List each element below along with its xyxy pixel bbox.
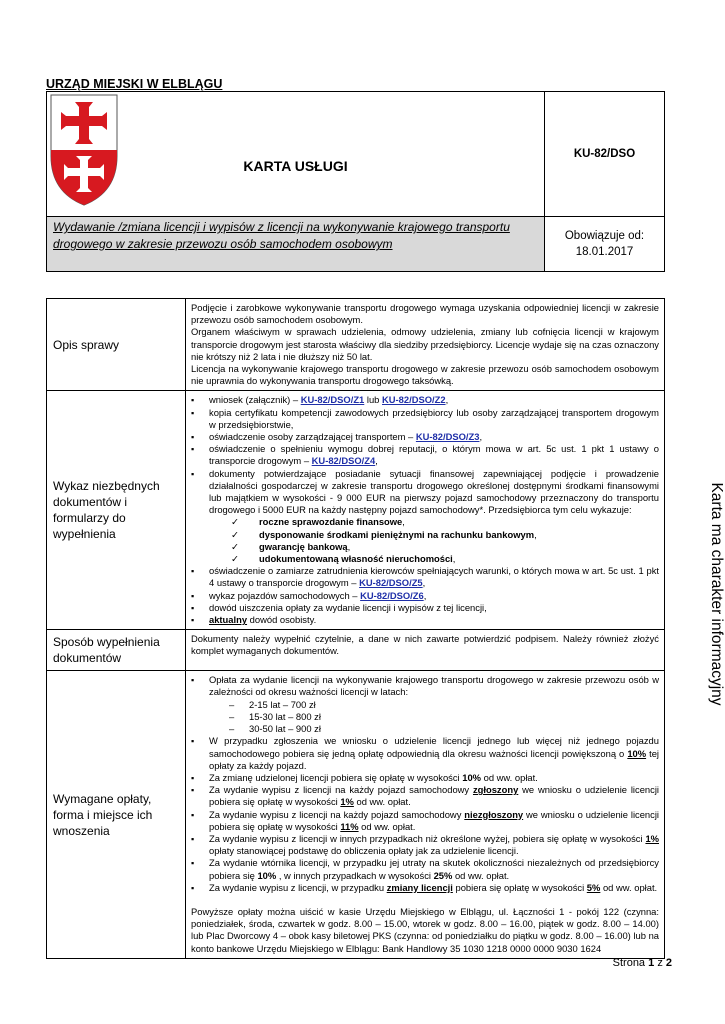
valid-from-date: 18.01.2017 [575, 246, 634, 258]
list-item: ▪ dokumenty potwierdzające posiadanie sytuacji finansowej zapewniającej podjęcie i prowadzenie działalności gospodarczej w zakresie transportu drogowego określonej dostępnymi środkami finansowymi lub majątkiem w wysokości - 9 000 EUR na pierwszy pojazd samochodowy przeznaczony do transportu drogowego i 5000 EUR na każdy następny pojazd samochodowy*. Przedsiębiorca tym celu wykazuje: ✓ roczne sprawozdanie finansowe, ✓ dysponowanie środkami pieniężnymi na rachunku bankowym, ✓ gwarancję bankową, ✓ udokumentowaną własność nieruchomości, [191, 468, 659, 566]
check-icon: ✓ [231, 553, 239, 565]
city-crest-icon [50, 94, 118, 206]
page-number: Strona 1 z 2 [612, 957, 672, 969]
content-wykaz [186, 391, 665, 630]
payment-info: Powyższe opłaty można uiścić w kasie Urzędu Miejskiego w Elblągu, ul. Łączności 1 - pokój 122 (czynna: poniedziałek, środa, czwartek w godz. 8.00 – 15.00, wtorek w godz. 8.00 – 16.00, piątek w godz. 8.00 – 14.00) lub Plac Dworcowy 4 – obok kasy biletowej PKS (czynna: od poniedziałku do piątku w godz. 8.00 – 16.00) lub na konto bankowe Urzędu Miejskiego w Elblągu: Bank Handlowy 35 1030 1218 0000 0000 9030 1624 [191, 905, 659, 954]
row-sposob [47, 630, 665, 671]
list-item: ▪ Za wydanie wypisu z licencji w innych przypadkach niż określone wyżej, pobiera się opłatę w wysokości 1% opłaty stanowiącej podstawę do obliczenia opłaty jak za udzielenie licencji. [191, 833, 659, 857]
label-wykaz: Wykaz niezbędnych dokumentów i formularzy do wypełnienia [47, 391, 186, 630]
service-subject: Wydawanie /zmiana licencji i wypisów z licencji na wykonywanie krajowego transportu drogowego w zakresie przewozu osób samochodem osobowym [47, 217, 545, 272]
label-sposob: Sposób wypełnienia dokumentów [47, 630, 186, 671]
form-link-z1[interactable]: KU-82/DSO/Z1 [300, 394, 365, 406]
row-opis [47, 299, 665, 391]
form-link-z2[interactable]: KU-82/DSO/Z2 [382, 394, 446, 406]
form-link-z4[interactable]: KU-82/DSO/Z4 [311, 455, 376, 467]
form-link-z3[interactable]: KU-82/DSO/Z3 [415, 431, 480, 443]
list-item: ▪ aktualny dowód osobisty. [191, 614, 659, 626]
row-wykaz [47, 391, 665, 630]
valid-from-label: Obowiązuje od: [564, 230, 645, 242]
content-sposob: Dokumenty należy wypełnić czytelnie, a dane w nich zawarte potwierdzić podpisem. Należy również złożyć komplet wymaganych dokumentów. [186, 630, 665, 671]
list-item: ▪ Za wydanie wtórnika licencji, w przypadku jej utraty na skutek okoliczności niezależnych od przedsiębiorcy pobiera się 10% , w innych przypadkach w wysokości 25% od ww. opłat. [191, 857, 659, 881]
list-item: ▪ kopia certyfikatu kompetencji zawodowych przedsiębiorcy lub osoby zarządzającej transportem drogowym w przedsiębiorstwie, [191, 407, 659, 431]
list-item: ▪ Opłata za wydanie licencji na wykonywanie krajowego transportu drogowego w zakresie przewozu osób w zależności od okresu ważności licencji w latach: – 2-15 lat – 700 zł – 15-30 lat – 800 zł – 30-50 lat – 900 zł [191, 674, 659, 735]
check-icon: ✓ [231, 540, 239, 552]
form-link-z5[interactable]: KU-82/DSO/Z5 [359, 577, 423, 589]
opis-p3: Licencja na wykonywanie krajowego transportu drogowego w zakresie przewozu osób samochodem osobowym nie uprawnia do wykonywania transportu drogowego taksówką. [191, 363, 659, 387]
fee-item: – 15-30 lat – 800 zł [229, 710, 321, 722]
list-item: ▪ dowód uiszczenia opłaty za wydanie licencji i wypisów z tej licencji, [191, 602, 659, 614]
valid-from [545, 217, 665, 272]
label-oplaty: Wymagane opłaty, forma i miejsce ich wnoszenia [47, 671, 186, 958]
check-item: ✓ gwarancję bankową, [231, 540, 351, 552]
list-item: ▪ wniosek (załącznik) – KU-82/DSO/Z1 lub KU-82/DSO/Z2, [191, 394, 659, 406]
crest-title-cell [47, 92, 545, 217]
list-item: ▪ Za zmianę udzielonej licencji pobiera się opłatę w wysokości 10% od ww. opłat. [191, 772, 659, 784]
form-link-z6[interactable]: KU-82/DSO/Z6 [360, 589, 424, 601]
fee-item: – 2-15 lat – 700 zł [229, 698, 316, 710]
list-item: ▪ oświadczenie o spełnieniu wymogu dobrej reputacji, o którym mowa w art. 5c ust. 1 pkt 1 ustawy o transporcie drogowym – KU-82/DSO/Z4, [191, 443, 659, 467]
check-item: ✓ dysponowanie środkami pieniężnymi na rachunku bankowym, [231, 528, 537, 540]
list-item: ▪ wykaz pojazdów samochodowych – KU-82/DSO/Z6, [191, 590, 659, 602]
list-item: ▪ Za wydanie wypisu z licencji, w przypadku zmiany licencji pobiera się opłatę w wysokości 5% od ww. opłat. [191, 882, 659, 894]
opis-p2: Organem właściwym w sprawach udzielenia, odmowy udzielenia, zmiany lub cofnięcia licencji w krajowym transporcie drogowym jest starosta właściwy dla siedziby przedsiębiorcy. Licencje wydaje się na czas oznaczony nie krótszy niż 2 lata i nie dłuższy niż 50 lat. [191, 326, 659, 362]
check-icon: ✓ [231, 516, 239, 528]
label-opis: Opis sprawy [47, 299, 186, 391]
fee-item: – 30-50 lat – 900 zł [229, 723, 321, 735]
opis-p1: Podjęcie i zarobkowe wykonywanie transportu drogowego wymaga uzyskania odpowiedniej licencji w zakresie przewozu osób samochodem osobowym. [191, 302, 659, 326]
list-item: ▪ oświadczenie o zamiarze zatrudnienia kierowców spełniających warunki, o których mowa w art. 5c ust. 1 pkt 4 ustawy o transporcie drogowym – KU-82/DSO/Z5, [191, 565, 659, 589]
card-code: KU-82/DSO [545, 92, 665, 217]
list-item: ▪ W przypadku zgłoszenia we wniosku o udzielenie licencji jednego lub więcej niż jednego pojazdu samochodowego pobiera się jedną opłatę odpowiednią dla okresu ważności licencji powiększoną o 10% tej opłaty za każdy pojazd. [191, 735, 659, 772]
check-icon: ✓ [231, 528, 239, 540]
row-oplaty [47, 671, 665, 958]
card-title: KARTA USŁUGI [243, 158, 348, 174]
side-note: Karta ma charakter informacyjny [708, 482, 725, 706]
check-item: ✓ udokumentowaną własność nieruchomości, [231, 553, 456, 565]
header-table [46, 91, 665, 272]
content-oplaty [186, 671, 665, 958]
office-name: URZĄD MIEJSKI W ELBLĄGU [46, 77, 223, 91]
list-item: ▪ Za wydanie wypisu z licencji na każdy pojazd samochodowy niezgłoszony we wniosku o udzielenie licencji pobiera się opłatę w wysokości 11% od ww. opłat. [191, 809, 659, 833]
list-item: ▪ oświadczenie osoby zarządzającej transportem – KU-82/DSO/Z3, [191, 431, 659, 443]
content-opis [186, 299, 665, 391]
service-details-table [46, 298, 665, 959]
list-item: ▪ Za wydanie wypisu z licencji na każdy pojazd samochodowy zgłoszony we wniosku o udzielenie licencji pobiera się opłatę w wysokości 1% od ww. opłat. [191, 784, 659, 808]
check-item: ✓ roczne sprawozdanie finansowe, [231, 516, 405, 528]
